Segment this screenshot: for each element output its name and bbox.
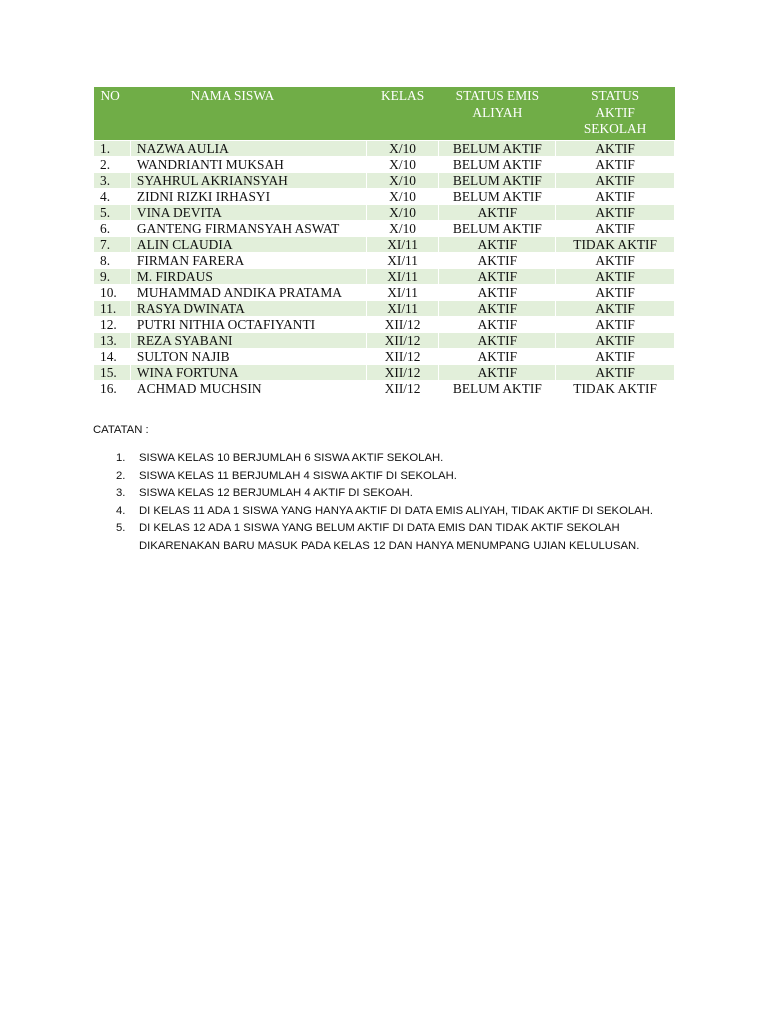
note-number: 4. xyxy=(116,504,126,517)
cell-no: 5. xyxy=(94,204,131,220)
header-status-emis-aliyah xyxy=(439,87,556,140)
cell-kelas: XII/12 xyxy=(366,364,439,380)
cell-no: 8. xyxy=(94,252,131,268)
cell-status-aktif: AKTIF xyxy=(556,156,675,172)
cell-kelas: X/10 xyxy=(366,172,439,188)
header-emis-line-1: STATUS EMIS xyxy=(455,88,540,103)
table-row xyxy=(94,172,675,188)
cell-status-emis: BELUM AKTIF xyxy=(439,380,556,396)
cell-no: 12. xyxy=(94,316,131,332)
cell-nama: ZIDNI RIZKI IRHASYI xyxy=(130,188,366,204)
table-row xyxy=(94,236,675,252)
table-row xyxy=(94,268,675,284)
cell-no: 9. xyxy=(94,268,131,284)
cell-status-aktif: AKTIF xyxy=(556,252,675,268)
cell-status-aktif: AKTIF xyxy=(556,188,675,204)
header-aktif-line-1: STATUS xyxy=(591,88,640,103)
cell-nama: NAZWA AULIA xyxy=(130,140,366,156)
note-number: 1. xyxy=(116,452,126,464)
cell-no: 3. xyxy=(94,172,131,188)
cell-status-emis: AKTIF xyxy=(439,316,556,332)
cell-status-emis: AKTIF xyxy=(439,364,556,380)
table-row xyxy=(94,204,675,220)
note-text: SISWA KELAS 12 BERJUMLAH 4 AKTIF DI SEKOAH. xyxy=(139,487,413,500)
cell-kelas: XII/12 xyxy=(366,348,439,364)
header-nama-siswa: NAMA SISWA xyxy=(130,87,366,140)
cell-nama: M. FIRDAUS xyxy=(130,268,366,284)
cell-status-aktif: AKTIF xyxy=(556,220,675,236)
table-row xyxy=(94,220,675,236)
cell-status-emis: AKTIF xyxy=(439,332,556,348)
table-row xyxy=(94,348,675,364)
cell-nama: GANTENG FIRMANSYAH ASWAT xyxy=(130,220,366,236)
header-emis-line-2: ALIYAH xyxy=(472,104,523,120)
cell-no: 6. xyxy=(94,220,131,236)
table-row xyxy=(94,380,675,396)
cell-nama: SULTON NAJIB xyxy=(130,348,366,364)
header-aktif-line-3: SEKOLAH xyxy=(583,121,647,136)
cell-kelas: X/10 xyxy=(366,220,439,236)
note-item xyxy=(93,503,683,521)
cell-status-aktif: AKTIF xyxy=(556,172,675,188)
cell-status-emis: BELUM AKTIF xyxy=(439,172,556,188)
cell-kelas: X/10 xyxy=(366,188,439,204)
cell-no: 4. xyxy=(94,188,131,204)
notes-title: CATATAN : xyxy=(93,424,149,436)
cell-status-aktif: AKTIF xyxy=(556,204,675,220)
cell-no: 15. xyxy=(94,364,131,380)
cell-status-aktif: AKTIF xyxy=(556,140,675,156)
cell-status-aktif: AKTIF xyxy=(556,348,675,364)
cell-no: 10. xyxy=(94,284,131,300)
cell-no: 13. xyxy=(94,332,131,348)
note-item xyxy=(93,485,683,503)
cell-no: 16. xyxy=(94,380,131,396)
cell-status-emis: AKTIF xyxy=(439,300,556,316)
cell-kelas: XI/11 xyxy=(366,268,439,284)
header-aktif-line-2: AKTIF xyxy=(595,104,635,120)
student-status-table xyxy=(93,87,675,397)
notes-list xyxy=(93,450,683,556)
cell-status-aktif: AKTIF xyxy=(556,268,675,284)
cell-status-emis: BELUM AKTIF xyxy=(439,188,556,204)
table-row xyxy=(94,332,675,348)
table-row xyxy=(94,156,675,172)
cell-status-aktif: AKTIF xyxy=(556,316,675,332)
cell-kelas: XII/12 xyxy=(366,332,439,348)
cell-no: 11. xyxy=(94,300,131,316)
cell-kelas: X/10 xyxy=(366,204,439,220)
cell-status-emis: AKTIF xyxy=(439,204,556,220)
cell-nama: FIRMAN FARERA xyxy=(130,252,366,268)
table-row xyxy=(94,364,675,380)
cell-status-emis: BELUM AKTIF xyxy=(439,220,556,236)
cell-status-aktif: TIDAK AKTIF xyxy=(556,236,675,252)
note-item xyxy=(93,520,683,555)
cell-kelas: X/10 xyxy=(366,156,439,172)
table-row xyxy=(94,316,675,332)
note-number: 3. xyxy=(116,487,126,500)
cell-status-emis: AKTIF xyxy=(439,236,556,252)
cell-nama: ALIN CLAUDIA xyxy=(130,236,366,252)
cell-status-aktif: AKTIF xyxy=(556,332,675,348)
cell-kelas: XI/11 xyxy=(366,300,439,316)
cell-no: 2. xyxy=(94,156,131,172)
cell-no: 1. xyxy=(94,140,131,156)
cell-nama: WINA FORTUNA xyxy=(130,364,366,380)
header-status-aktif-sekolah xyxy=(556,87,675,140)
cell-kelas: XII/12 xyxy=(366,316,439,332)
table-row xyxy=(94,188,675,204)
note-text: SISWA KELAS 10 BERJUMLAH 6 SISWA AKTIF SEKOLAH. xyxy=(139,452,444,464)
cell-status-emis: AKTIF xyxy=(439,284,556,300)
cell-kelas: X/10 xyxy=(366,140,439,156)
header-no: NO xyxy=(94,87,131,140)
cell-status-emis: AKTIF xyxy=(439,348,556,364)
cell-nama: RASYA DWINATA xyxy=(130,300,366,316)
note-number: 2. xyxy=(116,469,126,482)
cell-status-aktif: TIDAK AKTIF xyxy=(556,380,675,396)
cell-status-emis: BELUM AKTIF xyxy=(439,140,556,156)
note-text: DI KELAS 11 ADA 1 SISWA YANG HANYA AKTIF DI DATA EMIS ALIYAH, TIDAK AKTIF DI SEKOLAH. xyxy=(139,504,653,517)
cell-status-emis: AKTIF xyxy=(439,268,556,284)
cell-kelas: XI/11 xyxy=(366,236,439,252)
cell-no: 7. xyxy=(94,236,131,252)
cell-nama: ACHMAD MUCHSIN xyxy=(130,380,366,396)
note-item xyxy=(93,468,683,486)
cell-status-aktif: AKTIF xyxy=(556,300,675,316)
cell-kelas: XI/11 xyxy=(366,252,439,268)
cell-status-emis: AKTIF xyxy=(439,252,556,268)
table-row xyxy=(94,140,675,156)
cell-nama: PUTRI NITHIA OCTAFIYANTI xyxy=(130,316,366,332)
note-text: SISWA KELAS 11 BERJUMLAH 4 SISWA AKTIF DI SEKOLAH. xyxy=(139,469,457,482)
header-kelas: KELAS xyxy=(366,87,439,140)
cell-nama: SYAHRUL AKRIANSYAH xyxy=(130,172,366,188)
cell-status-aktif: AKTIF xyxy=(556,364,675,380)
cell-status-emis: BELUM AKTIF xyxy=(439,156,556,172)
cell-nama: MUHAMMAD ANDIKA PRATAMA xyxy=(130,284,366,300)
table-row xyxy=(94,300,675,316)
table-row xyxy=(94,284,675,300)
note-number: 5. xyxy=(116,522,126,535)
cell-kelas: XII/12 xyxy=(366,380,439,396)
note-item xyxy=(93,450,683,468)
table-row xyxy=(94,252,675,268)
cell-no: 14. xyxy=(94,348,131,364)
cell-nama: VINA DEVITA xyxy=(130,204,366,220)
notes-section xyxy=(93,422,683,556)
cell-status-aktif: AKTIF xyxy=(556,284,675,300)
table-header-row xyxy=(94,87,675,140)
cell-nama: WANDRIANTI MUKSAH xyxy=(130,156,366,172)
cell-nama: REZA SYABANI xyxy=(130,332,366,348)
cell-kelas: XI/11 xyxy=(366,284,439,300)
note-text: DI KELAS 12 ADA 1 SISWA YANG BELUM AKTIF DI DATA EMIS DAN TIDAK AKTIF SEKOLAH DIKARENAKAN BARU MASUK PADA KELAS 12 DAN HANYA MENUMPANG UJIAN KELULUSAN. xyxy=(139,522,640,552)
